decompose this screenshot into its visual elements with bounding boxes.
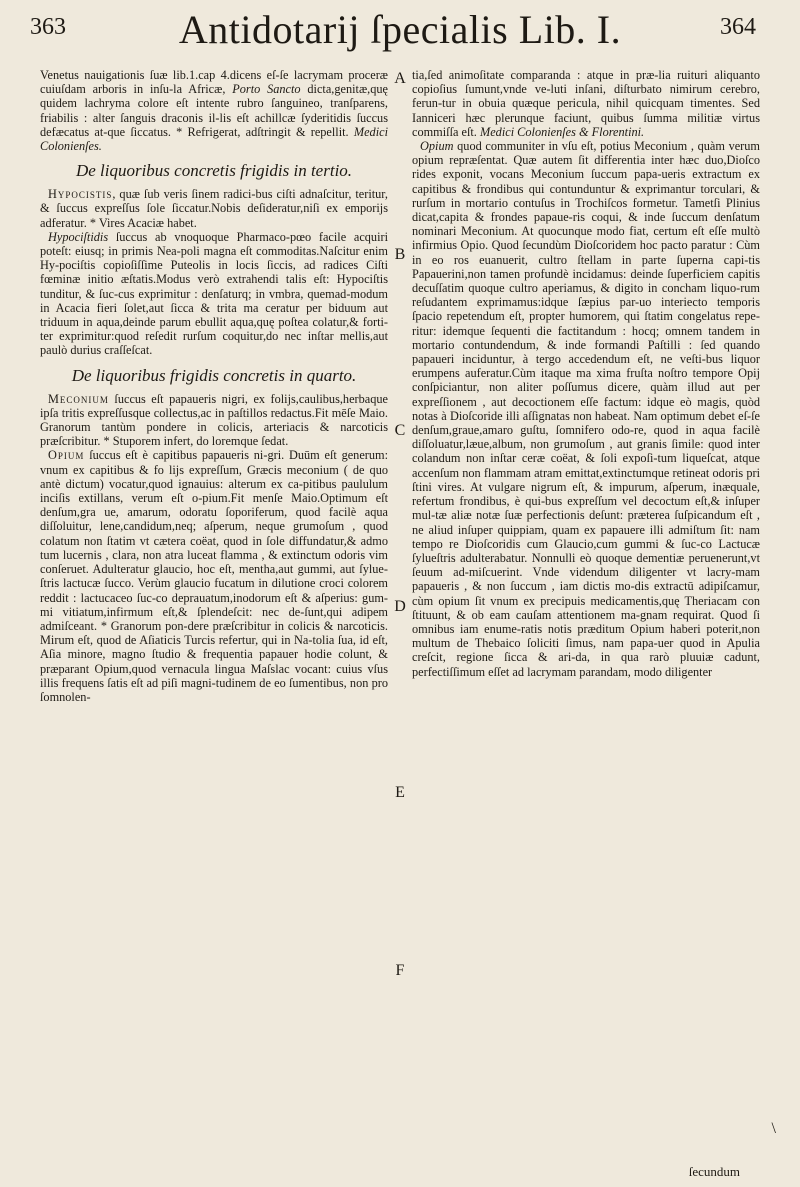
place-reference: Porto Sancto: [232, 82, 301, 97]
paragraph-meconium: [40, 392, 388, 449]
running-title: Antidotarij ſpecialis Lib. I.: [178, 7, 622, 52]
paragraph-opium: [40, 448, 388, 704]
paragraph-text: , quæ ſub veris ſinem radici-bus ciſti adnaſcitur, teritur, & ſuccus expreſſus ſole ſiccatur.Nobis deſideratur,niſi ex emporijs adferatur. * Vires Acaciæ habet.: [40, 187, 388, 230]
page-number-right: 364: [720, 14, 756, 40]
catchword: ſecundum: [688, 1164, 740, 1179]
margin-letter-b: B: [394, 246, 406, 263]
lead-word: Hypociſtidis: [48, 229, 109, 244]
left-column: [40, 68, 388, 704]
paragraph-hypocistis: [40, 187, 388, 230]
margin-letter-c: C: [394, 422, 406, 439]
lead-word: Opium: [420, 139, 454, 154]
paragraph-text: dicta,genitæ,quę quidem lachryma colore eſt intente rubro ſanguineo, tranſparens, friabilis : alter ſanguis draconis il-lis eſt achillcæ ſyderitidis ſuccus defæcatus at-que ſiccatus. * Refrigerat, adſtringit & repellit.: [40, 82, 388, 139]
lead-word: Meconium: [48, 391, 109, 406]
paragraph-continuation: [412, 68, 760, 139]
page-number-left: 363: [30, 14, 66, 40]
paragraph-text: ſuccus eſt papaueris nigri, ex folijs,caulibus,herbaque ipſa tritis expreſſusque collectus,ac in paſtillos redactus.Fit mēſe Maio. Granorum tantùm pondere in colicis, arteriacis & narcoticis præſcribitur. * Stuporem infert, do loremque ſedat.: [40, 391, 388, 449]
paragraph-opium-communiter: [412, 139, 760, 679]
paragraph-text: Venetus nauigationis ſuæ lib.1.cap 4.dicens eſ-ſe lacrymam proceræ cuiuſdam arboris in inſu-la Africæ,: [40, 68, 388, 97]
paragraph-sanguis-draconis: [40, 68, 388, 153]
attribution: Medici Colonienſes & Florentini.: [479, 124, 645, 139]
margin-letter-f: F: [395, 962, 405, 979]
section-heading-quarto: De liquoribus frigidis concretis in quarto.: [71, 365, 357, 385]
right-column: [412, 68, 760, 679]
running-header: [0, 0, 800, 70]
margin-letter-e: E: [395, 784, 405, 801]
section-heading-tertio: De liquoribus concretis frigidis in tertio.: [75, 161, 353, 181]
lead-word: Hypocistis: [48, 187, 113, 202]
margin-letter-d: D: [394, 598, 406, 615]
paragraph-text: ſuccus ab vnoquoque Pharmaco-pœo facile acquiri poteſt: eiusq; in primis Nea-poli magna eſt commoditas.Naſcitur enim Hy-pociſtis copioſiſſime Puteolis in locis ſiccis, ad radices Ciſti fœminæ initio æſtatis.Modus verò extrahendi talis eſt: Hypociſtis tunditur, & ſuc-cus exprimitur : denſaturq; in vmbra, quemad-modum in Acacia fieri ſolet,aut ſicca & trita ma ceratur per biduum aut triduum in aqua,deinde parum ebullit aqua,quę poſtea colatur,& forti-ter exprimitur:quod reſedit rurſum coquitur,do nec inſtar mellis,aut paulò durius craſſeſcat.: [40, 229, 389, 358]
edge-mark: \: [771, 1120, 776, 1137]
paragraph-hypocistidis: [40, 230, 388, 358]
margin-letter-a: A: [394, 70, 406, 87]
attribution: Medici Colonienſes.: [40, 124, 388, 154]
paragraph-text: tia,ſed animoſitate comparanda : atque in præ-lia ruituri aliquanto copioſius ſumunt,vnde ve-luti inſani, diſturbato nimirum cerebro, ferun-tur in obuia quæque pericula, nihil quicquam timentes. Sed Ianniceri hæc plerunque faciunt, quibus ſumma militiæ virtus commiſſa eſt.: [412, 68, 760, 139]
lead-word: Opium: [48, 448, 85, 463]
paragraph-text: quod communiter in vſu eſt, potius Meconium , quàm verum opium repræſentat. Quæ autem ſit differentia inter hæc duo,Dioſco rides exponit, vocans Meconium ſuccum papa-ueris extractum ex capitibus & frondibus qui contunduntur & exprimantur torculari, & rurſum in mortario contuſus in Trochiſcos formetur. Tametſi Plinius dicat,capita & frondes papaue-ris coqui, & inde ſuccum denſatum nominari Meconium. At quocunque modo fiat, certum eſt eſſe multò infirmius Opio. Quod ſecundùm Dioſcoridem hoc pacto paratur : Cùm in eo ros euanuerit, cultro ſtellam in parte ſuperna capi-tis Papauerini,non tamen profundè incidamus: deinde ſuperficiem capitis decuſſatim quoque cultro aperiamus, & digito in concham liquo-rum reſudantem exprimamus:idque ſæpius par-uo interiecto temporis ſpacio repetendum eſt, propter humorem, qui ſtatim congelatus repe-ritur: idemque ſequenti die factitandum : hocq; omnem tandem in mortario contundendum, & inde formandi Paſtilli : ſed quando papaueri inciduntur, à tergo accedendum eſt, ne veſti-bus liquor erumpens auferatur.Cùm itaque ma xima fruſta noſtro tempore Opij conſpiciantur, non aliter poſſumus dicere, quàm illud aut per expreſſionem , aut decoctionem eſſe factum: idque eò magis, quòd notas à Dioſcoride illi aſſignatas non habeat. Nam optimum debet eſ-ſe denſum,graue,amaro guſtu, ſomnifero odo-re, quod in aqua facilè diſſoluatur,læue,album, non grumoſum , aut granis ſimile: quod inter colandum non inſtar ceræ coëat, & ſoli expoſi-tum liqueſcat, atque accenſum non flammam atram emittat,extinctumque retineat odoris pri ſtini vires. At vulgare nigrum eſt, & impurum, aſperum, inæquale, refertum frondibus, è qui-bus expreſſum vel decoctum eſt,& inſuper mul-tæ aliæ notæ ſuæ perfectionis deſunt: præterea ſuſpicandum eſt , ne aliud inſuper quippiam, quam ex papauere illi admiſtum ſit: nam tempo re Dioſcoridis cum Glaucio,cum gummi & ſuc-co Lactucæ ſylueſtris adulterabatur. Nonnulli eò quoque dementiæ peruenerunt,vt ſeuum ad-miſcuerint. Vnde videndum diligenter vt lacry-mam papaueris , & non ſuccum , iam dictis mo-dis extractū adipiſcamur, cùm opium ſit vnum ex precipuis medicamentis,quę Theriacam con ſtituunt, & ob eam cauſam attentionem ma-gnam requirat. Quod ſi omnibus iam enume-ratis notis præditum Opium haberi poterit,non multum de Thebaico ſoliciti ſimus, nam papa-uer quod in Apulia creſcit, regione ſicca & ari-da, in qua rarò pluuiæ cadunt, perfectiſſimum eſſet ad lacrymam parandam, modo diligenter: [412, 139, 760, 679]
paragraph-text: ſuccus eſt è capitibus papaueris ni-gri. Duūm eſt generum: vnum ex capitibus & fo lijs expreſſum, Græcis meconium ( de quo antè dictum) vocatur,quod ignauius: alterum ex ca-pitibus paululum inciſis extillans, verum eſt o-pium.Fit menſe Maio.Optimum eſt denſum,gra ue, amarum, odoratu ſoporiferum, quod facilè aqua diſſoluitur, lene,candidum,neq; aſperum, neque grumoſum , quod colatum non ſtatim vt cætera coëat, quod in ſole diffundatur,& admo tum lucernis , clara, non atra luceat flamma , & extinctum odoris vim conſeruet. Adulteratur glaucio, hoc eſt, mentha,aut gummi, aut ſylue-ſtris lactucæ ſucco. Verùm glaucio fucatum in dilutione croci colorem reddit : lactucaceo ſuc-co deprauatum,inodorum eſt & aſperius: gum-mi vitiatum,infirmum eſt,& ſplendeſcit: nec de-ſunt,qui adipem admiſceant. * Granorum pon-dere præſcribitur in colicis & narcoticis. Mirum eſt, quod de Aſiaticis Turcis refertur, qui in Na-tolia ſua, id eſt, Aſia minore, magno ſtudio & frequentia papauer hodie colunt, & præparant Opium,quod vernacula lingua Maſslac vocant: cuius vſus illis frequens ſatis eſt ad piſi magni-tudinem de eo ſumentibus, non pro ſomnolen-: [40, 448, 389, 704]
